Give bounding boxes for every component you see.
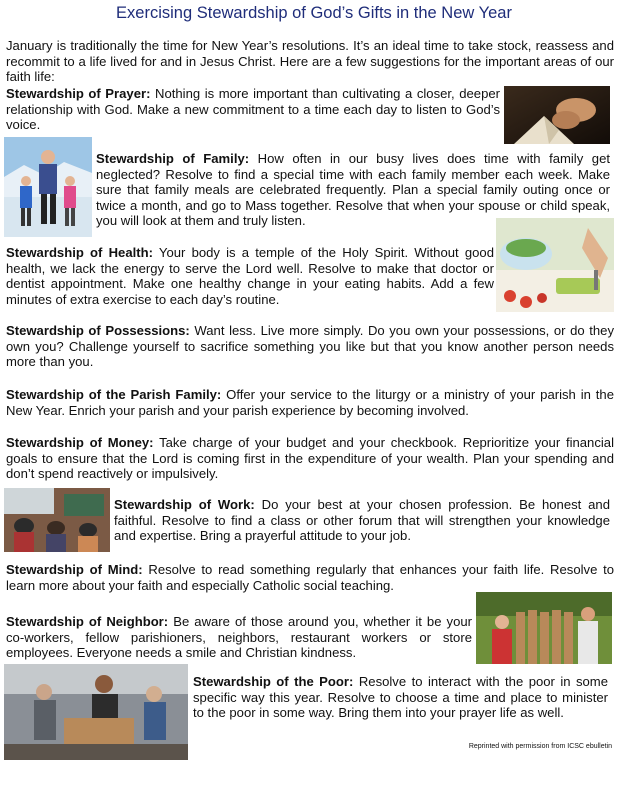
section-health: Stewardship of Health: Your body is a temple of the Holy Spirit. Without good health, we lack the energy to serve the Lord well. Resolve to make that doctor or dentist appointment. Make one healthy change in your eating habits. Add a few minutes of extra exercise to each day’s routine. <box>6 245 494 307</box>
section-neighbor: Stewardship of Neighbor: Be aware of those around you, whether it be your co-workers, fellow parishioners, neighbors, restaurant workers or store employees. Everyone needs a smile and Christian kindness. <box>6 614 473 661</box>
chopping-vegetables-photo <box>496 218 614 312</box>
section-money: Stewardship of Money: Take charge of your budget and your checkbook. Reprioritize your financial goals to ensure that the Lord is coming first in the expenditure of your wealth. Plan your spending and don’t spend reactively or impulsively. <box>6 435 614 482</box>
page-title: Exercising Stewardship of God’s Gifts in the New Year <box>116 4 512 22</box>
reprint-credit: Reprinted with permission from ICSC ebulletin <box>468 743 612 750</box>
section-parish-family: Stewardship of the Parish Family: Offer your service to the liturgy or a ministry of your parish in the New Year. Enrich your parish and your parish experience by becoming involved. <box>6 387 614 418</box>
section-work: Stewardship of Work: Do your best at your chosen profession. Be honest and faithful. Resolve to find a class or other forum that will strengthen your knowledge and expertise. Bring a prayerful attitude to your job. <box>114 497 610 544</box>
section-possessions: Stewardship of Possessions: Want less. Live more simply. Do you own your possessions, or do they own you? Challenge yourself to sacrifice something you like but that you know another person needs more than you. <box>6 323 615 370</box>
intro-paragraph: January is traditionally the time for New Year’s resolutions. It’s an ideal time to take stock, reassess and recommit to a life lived for and in Jesus Christ. Here are a few suggestions for the important areas of our faith life: <box>6 38 614 85</box>
serving-the-poor-photo <box>4 664 188 760</box>
neighbors-fence-photo <box>476 592 612 664</box>
classroom-photo <box>4 488 110 552</box>
section-prayer: Stewardship of Prayer: Nothing is more important than cultivating a closer, deeper relationship with God. Make a new commitment to a time each day to listen to God’s voice. <box>6 86 501 133</box>
section-family: Stewardship of Family: How often in our busy lives does time with family get neglected? Resolve to find a special time with each family member each week. Make sure that family meals are celebrated frequently. Plan a special family outing once or twice a month, and go to Mass together. Resolve that when your spouse or child speak, you will look at them and truly listen. <box>96 151 610 229</box>
family-skating-photo <box>4 137 92 237</box>
section-mind: Stewardship of Mind: Resolve to read something regularly that enhances your faith life. Resolve to learn more about your faith and especially Catholic social teaching. <box>6 562 615 593</box>
section-poor: Stewardship of the Poor: Resolve to interact with the poor in some specific way this year. Resolve to choose a time and place to minister to the poor in some way. Bring them into your prayer life as well. <box>193 674 608 721</box>
praying-hands-photo <box>504 86 610 144</box>
